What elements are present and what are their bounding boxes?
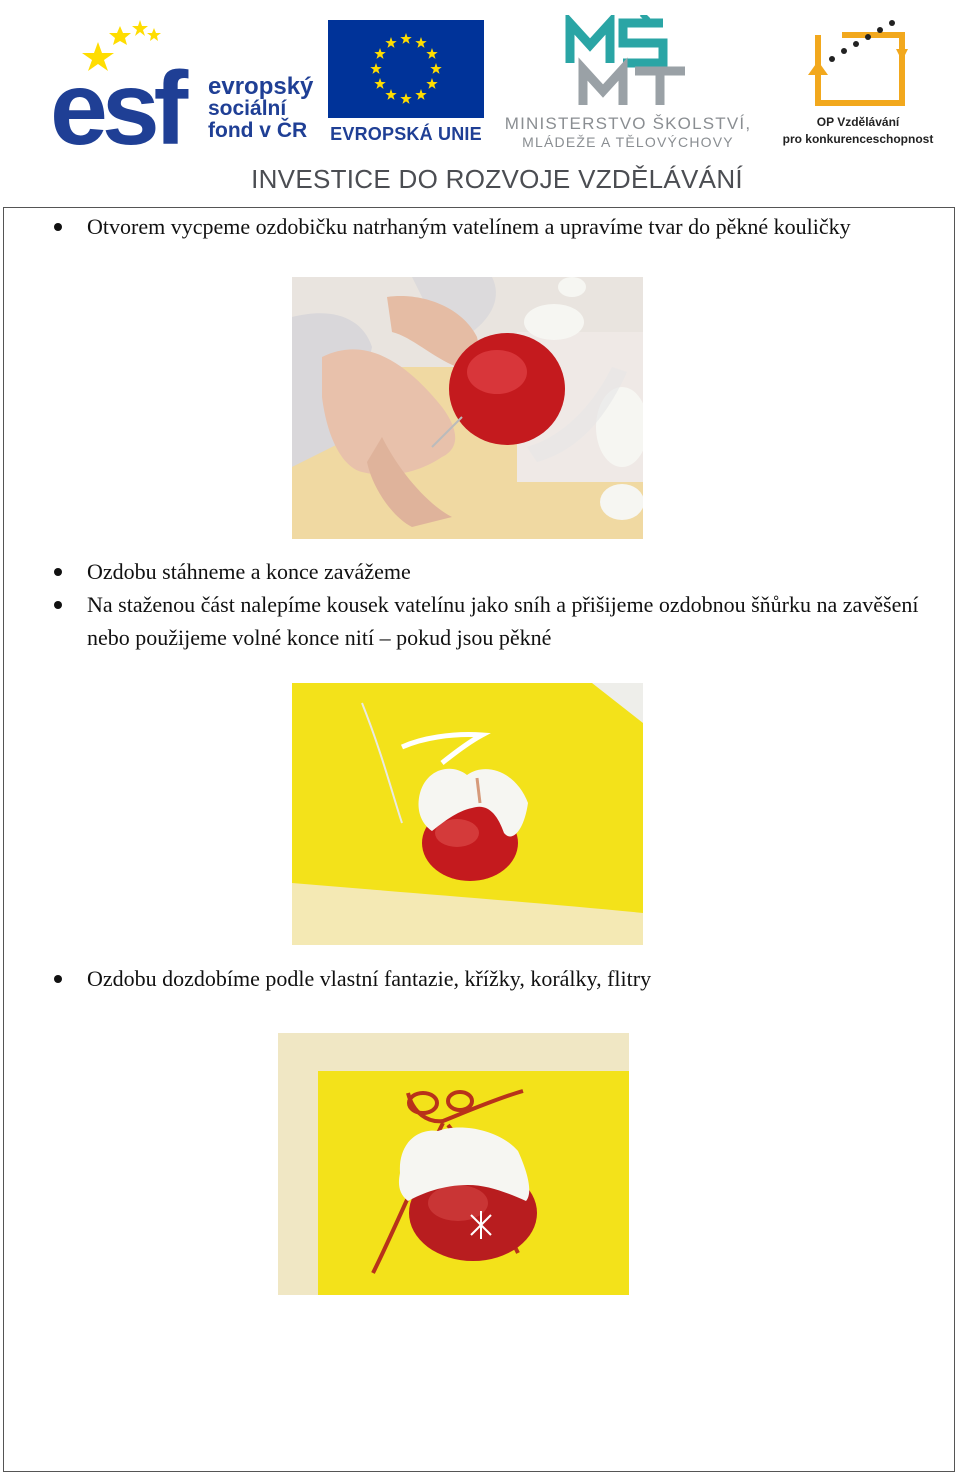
list-item xyxy=(50,210,930,243)
header-logos xyxy=(0,0,960,205)
step-list-2 xyxy=(50,555,940,654)
step-text: Otvorem vycpeme ozdobičku natrhaným vatelínem a upravíme tvar do pěkné kouličky xyxy=(87,214,851,239)
esf-logo xyxy=(50,18,320,150)
bullet-icon xyxy=(54,223,62,231)
op-line-2: pro konkurenceschopnost xyxy=(782,132,934,146)
investice-tagline: INVESTICE DO ROZVOJE VZDĚLÁVÁNÍ xyxy=(251,164,743,194)
eu-flag-icon xyxy=(328,20,484,118)
op-logo xyxy=(772,15,944,150)
esf-line-2: sociální xyxy=(208,97,287,120)
msmt-line-2: MLÁDEŽE A TĚLOVÝCHOVY xyxy=(522,134,734,150)
step-text: Ozdobu stáhneme a konce zavážeme xyxy=(87,559,411,584)
svg-text:esf: esf xyxy=(50,51,183,150)
list-item xyxy=(50,555,940,588)
bullet-icon xyxy=(54,975,62,983)
list-item xyxy=(50,962,930,995)
step-list-1 xyxy=(50,210,930,243)
msmt-mark-icon xyxy=(495,15,761,111)
esf-mark-icon xyxy=(50,18,210,150)
bullet-icon xyxy=(54,601,62,609)
op-mark-icon xyxy=(772,15,944,111)
eu-label: EVROPSKÁ UNIE xyxy=(330,124,482,144)
esf-text xyxy=(208,73,328,142)
photo-filling-ornament xyxy=(292,277,643,539)
step-text: Na staženou část nalepíme kousek vatelínu jako sníh a přišijeme ozdobnou šňůrku na zavěšení nebo použijeme volné konce nití – pokud jsou pěkné xyxy=(87,592,919,650)
list-item xyxy=(50,588,940,654)
esf-line-3: fond v ČR xyxy=(208,119,308,142)
photo-finished-ornament xyxy=(278,1033,629,1295)
eu-logo xyxy=(328,20,484,152)
step-list-3 xyxy=(50,962,930,995)
msmt-line-1: MINISTERSTVO ŠKOLSTVÍ, xyxy=(504,114,752,133)
photo-ornament-with-snow xyxy=(292,683,643,945)
esf-line-1: evropský xyxy=(208,73,314,100)
bullet-icon xyxy=(54,568,62,576)
op-line-1: OP Vzdělávání xyxy=(816,115,900,129)
step-text: Ozdobu dozdobíme podle vlastní fantazie, křížky, korálky, flitry xyxy=(87,966,652,991)
msmt-logo xyxy=(495,15,761,150)
